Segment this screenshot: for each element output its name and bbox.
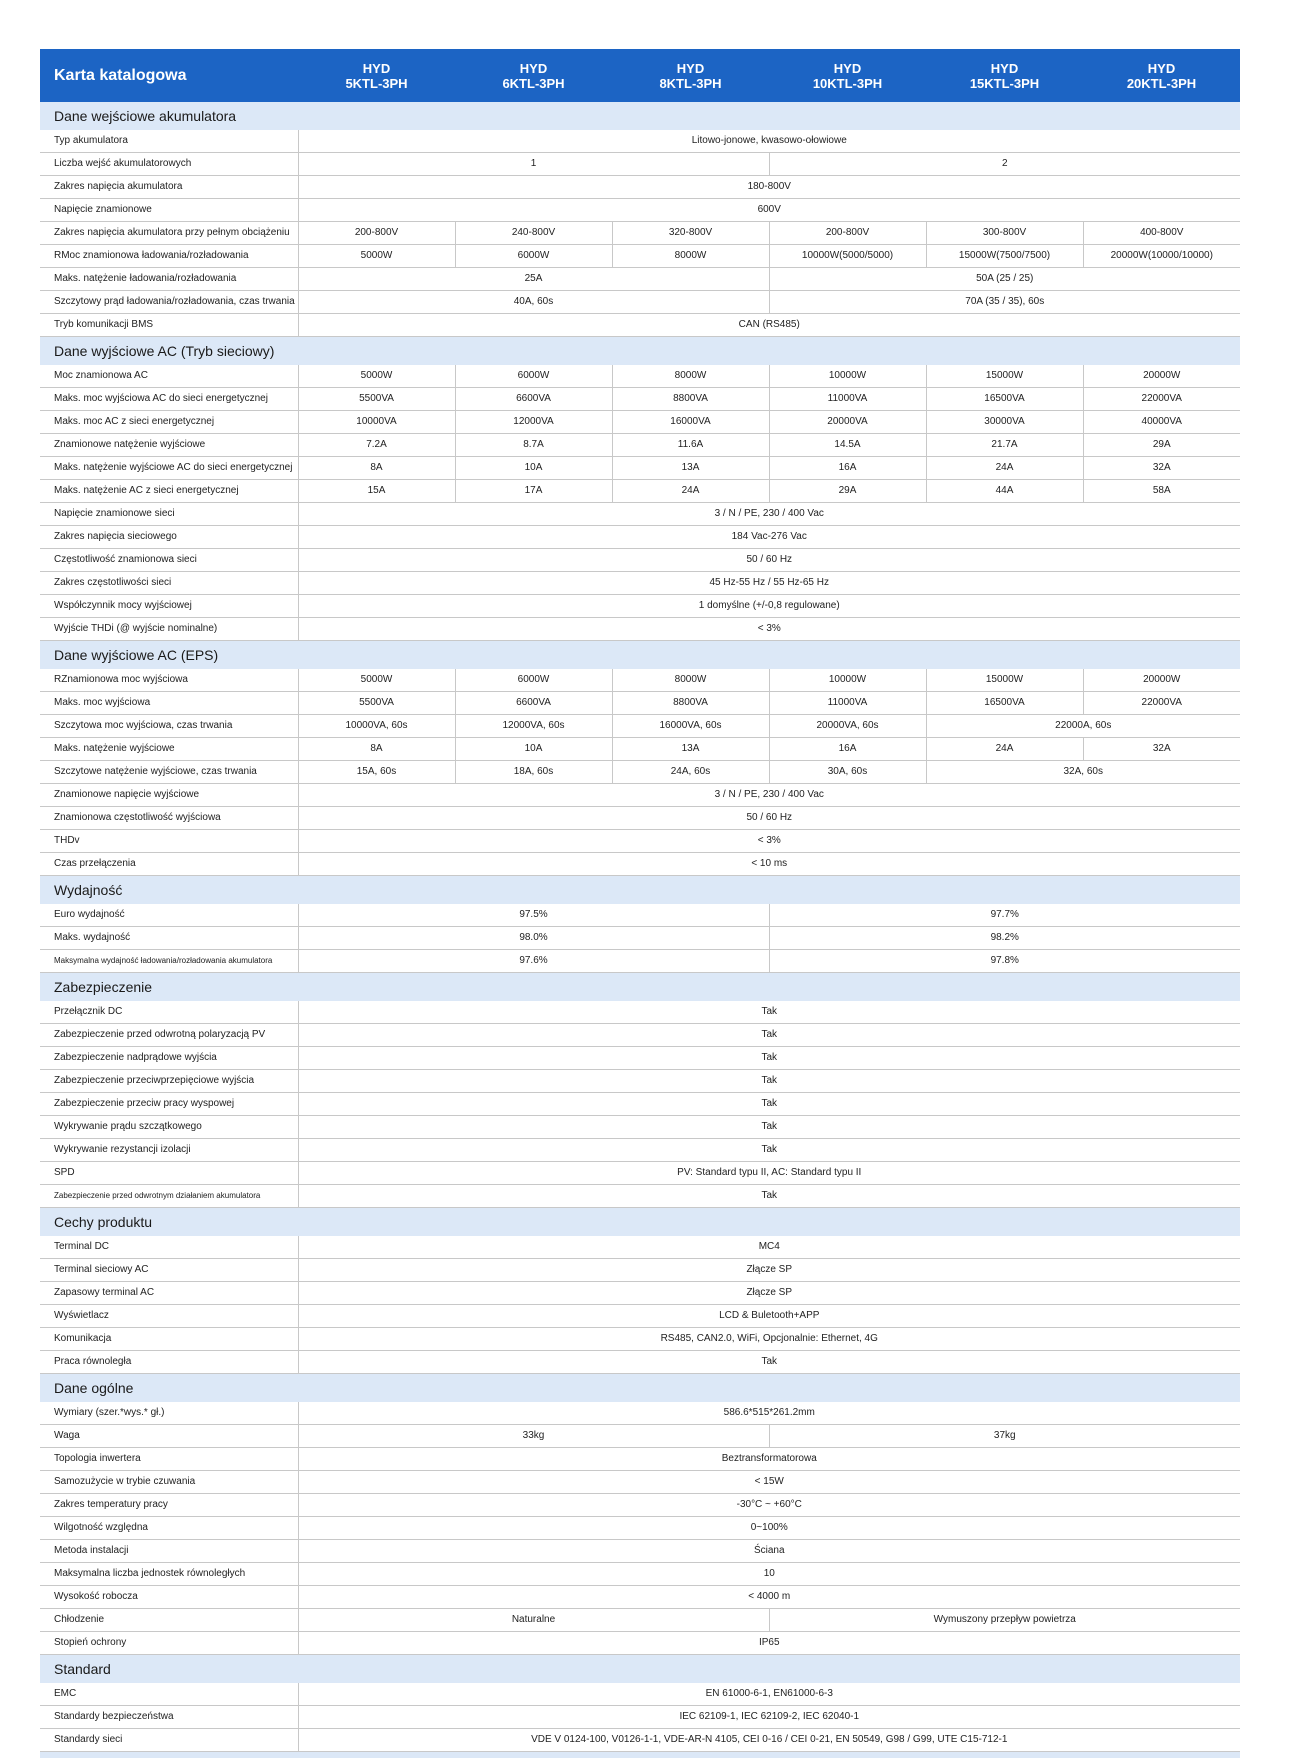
spec-row xyxy=(40,927,1240,950)
model-series: HYD xyxy=(926,61,1083,76)
spec-row xyxy=(40,1116,1240,1139)
spec-row xyxy=(40,692,1240,715)
spec-label: Chłodzenie xyxy=(40,1609,298,1632)
spec-label: Komunikacja xyxy=(40,1328,298,1351)
spec-row xyxy=(40,715,1240,738)
spec-label: Zabezpieczenie przeciw pracy wyspowej xyxy=(40,1093,298,1116)
spec-value: 10000W xyxy=(769,669,926,692)
model-name: 5KTL-3PH xyxy=(298,76,455,91)
spec-value: 22000A, 60s xyxy=(926,715,1240,738)
spec-label: Znamionowa częstotliwość wyjściowa xyxy=(40,807,298,830)
spec-label: Zakres częstotliwości sieci xyxy=(40,572,298,595)
spec-row xyxy=(40,904,1240,927)
spec-value: 10A xyxy=(455,457,612,480)
spec-label: Metoda instalacji xyxy=(40,1540,298,1563)
spec-value: Tak xyxy=(298,1351,1240,1374)
spec-row xyxy=(40,268,1240,291)
spec-value: 16500VA xyxy=(926,388,1083,411)
spec-row xyxy=(40,1494,1240,1517)
spec-value: 600V xyxy=(298,199,1240,222)
spec-row xyxy=(40,738,1240,761)
spec-value: EN 61000-6-1, EN61000-6-3 xyxy=(298,1683,1240,1706)
spec-label: Maksymalna liczba jednostek równoległych xyxy=(40,1563,298,1586)
spec-value: 25A xyxy=(298,268,769,291)
spec-value: 5000W xyxy=(298,245,455,268)
spec-row xyxy=(40,365,1240,388)
spec-value: 98.0% xyxy=(298,927,769,950)
spec-value: 11.6A xyxy=(612,434,769,457)
spec-row xyxy=(40,1328,1240,1351)
spec-value: 37kg xyxy=(769,1425,1240,1448)
spec-row xyxy=(40,1563,1240,1586)
spec-value: 24A xyxy=(926,457,1083,480)
spec-value: 8000W xyxy=(612,245,769,268)
spec-value: 30000VA xyxy=(926,411,1083,434)
spec-value: 11000VA xyxy=(769,388,926,411)
spec-label: Zabezpieczenie przed odwrotnym działaniem akumulatora xyxy=(40,1185,298,1208)
spec-label: RMoc znamionowa ładowania/rozładowania xyxy=(40,245,298,268)
spec-value: 200-800V xyxy=(769,222,926,245)
spec-value: 8A xyxy=(298,738,455,761)
spec-row xyxy=(40,1632,1240,1655)
spec-row xyxy=(40,1540,1240,1563)
spec-row xyxy=(40,1139,1240,1162)
spec-label: Szczytowy prąd ładowania/rozładowania, czas trwania xyxy=(40,291,298,314)
spec-value: 21.7A xyxy=(926,434,1083,457)
spec-value: 586.6*515*261.2mm xyxy=(298,1402,1240,1425)
spec-row xyxy=(40,549,1240,572)
spec-row xyxy=(40,1448,1240,1471)
spec-value: 98.2% xyxy=(769,927,1240,950)
spec-value: 20000VA, 60s xyxy=(769,715,926,738)
spec-label: Znamionowe napięcie wyjściowe xyxy=(40,784,298,807)
spec-label: THDv xyxy=(40,830,298,853)
spec-row xyxy=(40,457,1240,480)
spec-label: Maks. natężenie AC z sieci energetycznej xyxy=(40,480,298,503)
table-footer-band xyxy=(40,1752,1240,1758)
spec-value: < 3% xyxy=(298,830,1240,853)
section-title: Zabezpieczenie xyxy=(40,973,1240,1002)
spec-row xyxy=(40,411,1240,434)
spec-row xyxy=(40,1517,1240,1540)
spec-value: 12000VA, 60s xyxy=(455,715,612,738)
spec-value: Tak xyxy=(298,1139,1240,1162)
spec-value: Beztransformatorowa xyxy=(298,1448,1240,1471)
section-header-row xyxy=(40,1374,1240,1403)
spec-value: < 10 ms xyxy=(298,853,1240,876)
spec-label: Wykrywanie prądu szczątkowego xyxy=(40,1116,298,1139)
spec-label: Zabezpieczenie przed odwrotną polaryzacją PV xyxy=(40,1024,298,1047)
spec-label: Tryb komunikacji BMS xyxy=(40,314,298,337)
spec-value: Wymuszony przepływ powietrza xyxy=(769,1609,1240,1632)
spec-label: Przełącznik DC xyxy=(40,1001,298,1024)
spec-row xyxy=(40,1024,1240,1047)
spec-row xyxy=(40,1001,1240,1024)
spec-value: 5000W xyxy=(298,669,455,692)
spec-value: 10 xyxy=(298,1563,1240,1586)
spec-value: 15000W xyxy=(926,365,1083,388)
spec-value: 6600VA xyxy=(455,388,612,411)
spec-value: 32A, 60s xyxy=(926,761,1240,784)
model-name: 6KTL-3PH xyxy=(455,76,612,91)
spec-row xyxy=(40,807,1240,830)
spec-value: 45 Hz-55 Hz / 55 Hz-65 Hz xyxy=(298,572,1240,595)
spec-value: 16A xyxy=(769,738,926,761)
spec-value: 11000VA xyxy=(769,692,926,715)
spec-row xyxy=(40,222,1240,245)
spec-value: Tak xyxy=(298,1024,1240,1047)
spec-label: Częstotliwość znamionowa sieci xyxy=(40,549,298,572)
spec-label: Terminal DC xyxy=(40,1236,298,1259)
spec-value: 200-800V xyxy=(298,222,455,245)
spec-value: Litowo-jonowe, kwasowo-ołowiowe xyxy=(298,130,1240,153)
spec-row xyxy=(40,314,1240,337)
spec-row xyxy=(40,526,1240,549)
model-series: HYD xyxy=(455,61,612,76)
spec-value: 5500VA xyxy=(298,692,455,715)
spec-value: 30A, 60s xyxy=(769,761,926,784)
spec-value: 97.7% xyxy=(769,904,1240,927)
spec-label: Wyjście THDi (@ wyjście nominalne) xyxy=(40,618,298,641)
model-series: HYD xyxy=(769,61,926,76)
spec-value: RS485, CAN2.0, WiFi, Opcjonalnie: Ethernet, 4G xyxy=(298,1328,1240,1351)
section-header-row xyxy=(40,1208,1240,1237)
spec-row xyxy=(40,669,1240,692)
spec-label: Wykrywanie rezystancji izolacji xyxy=(40,1139,298,1162)
section-title: Dane wejściowe akumulatora xyxy=(40,102,1240,130)
spec-row xyxy=(40,572,1240,595)
spec-row xyxy=(40,1162,1240,1185)
section-title: Standard xyxy=(40,1655,1240,1684)
spec-value: 180-800V xyxy=(298,176,1240,199)
section-title: Dane wyjściowe AC (Tryb sieciowy) xyxy=(40,337,1240,366)
spec-value: 10000W xyxy=(769,365,926,388)
spec-row xyxy=(40,1236,1240,1259)
spec-value: 6000W xyxy=(455,669,612,692)
spec-row xyxy=(40,618,1240,641)
spec-value: 10000VA, 60s xyxy=(298,715,455,738)
spec-value: 58A xyxy=(1083,480,1240,503)
spec-label: Czas przełączenia xyxy=(40,853,298,876)
spec-value: 300-800V xyxy=(926,222,1083,245)
section-title: Dane wyjściowe AC (EPS) xyxy=(40,641,1240,670)
spec-value: Tak xyxy=(298,1047,1240,1070)
spec-label: Wilgotność względna xyxy=(40,1517,298,1540)
spec-row xyxy=(40,199,1240,222)
spec-value: 97.6% xyxy=(298,950,769,973)
spec-row xyxy=(40,480,1240,503)
spec-value: < 4000 m xyxy=(298,1586,1240,1609)
spec-label: SPD xyxy=(40,1162,298,1185)
model-header xyxy=(298,49,455,102)
spec-label: Topologia inwertera xyxy=(40,1448,298,1471)
spec-label: Typ akumulatora xyxy=(40,130,298,153)
section-title: Wydajność xyxy=(40,876,1240,905)
spec-value: 14.5A xyxy=(769,434,926,457)
spec-value: < 3% xyxy=(298,618,1240,641)
spec-value: 24A xyxy=(612,480,769,503)
model-name: 8KTL-3PH xyxy=(612,76,769,91)
spec-row xyxy=(40,1609,1240,1632)
spec-row xyxy=(40,1683,1240,1706)
spec-value: 5500VA xyxy=(298,388,455,411)
spec-value: 7.2A xyxy=(298,434,455,457)
spec-row xyxy=(40,1282,1240,1305)
spec-label: Maks. moc AC z sieci energetycznej xyxy=(40,411,298,434)
spec-label: Szczytowa moc wyjściowa, czas trwania xyxy=(40,715,298,738)
spec-value: Tak xyxy=(298,1070,1240,1093)
spec-value: 0~100% xyxy=(298,1517,1240,1540)
spec-value: MC4 xyxy=(298,1236,1240,1259)
spec-row xyxy=(40,1706,1240,1729)
spec-value: 20000W xyxy=(1083,669,1240,692)
spec-label: Napięcie znamionowe sieci xyxy=(40,503,298,526)
spec-row xyxy=(40,503,1240,526)
spec-label: Zakres napięcia sieciowego xyxy=(40,526,298,549)
spec-label: Maksymalna wydajność ładowania/rozładowania akumulatora xyxy=(40,950,298,973)
spec-value: 20000W xyxy=(1083,365,1240,388)
spec-value: 13A xyxy=(612,457,769,480)
spec-value: 97.8% xyxy=(769,950,1240,973)
spec-value: 6000W xyxy=(455,245,612,268)
spec-value: Złącze SP xyxy=(298,1282,1240,1305)
section-header-row xyxy=(40,641,1240,670)
spec-row xyxy=(40,1259,1240,1282)
model-header xyxy=(455,49,612,102)
section-header-row xyxy=(40,1655,1240,1684)
spec-row xyxy=(40,153,1240,176)
spec-label: Maks. moc wyjściowa AC do sieci energetycznej xyxy=(40,388,298,411)
spec-value: 13A xyxy=(612,738,769,761)
spec-value: < 15W xyxy=(298,1471,1240,1494)
spec-value: 17A xyxy=(455,480,612,503)
model-header xyxy=(1083,49,1240,102)
spec-label: Znamionowe natężenie wyjściowe xyxy=(40,434,298,457)
spec-row xyxy=(40,1586,1240,1609)
spec-value: 8000W xyxy=(612,365,769,388)
section-header-row xyxy=(40,973,1240,1002)
section-header-row xyxy=(40,337,1240,366)
spec-row xyxy=(40,245,1240,268)
spec-value: 15000W xyxy=(926,669,1083,692)
spec-value: 20000W(10000/10000) xyxy=(1083,245,1240,268)
spec-value: Tak xyxy=(298,1116,1240,1139)
spec-value: 50 / 60 Hz xyxy=(298,807,1240,830)
spec-label: Zabezpieczenie nadprądowe wyjścia xyxy=(40,1047,298,1070)
spec-value: 8A xyxy=(298,457,455,480)
spec-row xyxy=(40,1471,1240,1494)
spec-value: 24A, 60s xyxy=(612,761,769,784)
spec-value: 15A, 60s xyxy=(298,761,455,784)
spec-label: Zapasowy terminal AC xyxy=(40,1282,298,1305)
spec-value: 18A, 60s xyxy=(455,761,612,784)
spec-value: 400-800V xyxy=(1083,222,1240,245)
spec-value: LCD & Buletooth+APP xyxy=(298,1305,1240,1328)
spec-value: IP65 xyxy=(298,1632,1240,1655)
model-header xyxy=(769,49,926,102)
section-title: Dane ogólne xyxy=(40,1374,1240,1403)
spec-row xyxy=(40,1402,1240,1425)
spec-value: 40000VA xyxy=(1083,411,1240,434)
spec-value: 1 domyślne (+/-0,8 regulowane) xyxy=(298,595,1240,618)
spec-label: EMC xyxy=(40,1683,298,1706)
footer-band-cell xyxy=(40,1752,1240,1758)
spec-value: CAN (RS485) xyxy=(298,314,1240,337)
spec-value: 10000VA xyxy=(298,411,455,434)
spec-row xyxy=(40,830,1240,853)
spec-label: Zakres temperatury pracy xyxy=(40,1494,298,1517)
datasheet xyxy=(40,49,1240,1758)
model-name: 20KTL-3PH xyxy=(1083,76,1240,91)
model-name: 10KTL-3PH xyxy=(769,76,926,91)
spec-row xyxy=(40,950,1240,973)
spec-row xyxy=(40,176,1240,199)
datasheet-title: Karta katalogowa xyxy=(40,49,298,102)
spec-value: 5000W xyxy=(298,365,455,388)
spec-value: Ściana xyxy=(298,1540,1240,1563)
spec-value: 32A xyxy=(1083,457,1240,480)
spec-label: Wyświetlacz xyxy=(40,1305,298,1328)
spec-row xyxy=(40,1070,1240,1093)
spec-label: Maks. natężenie wyjściowe xyxy=(40,738,298,761)
spec-label: Standardy sieci xyxy=(40,1729,298,1752)
spec-row xyxy=(40,1729,1240,1752)
model-header xyxy=(926,49,1083,102)
model-header xyxy=(612,49,769,102)
spec-label: Maks. moc wyjściowa xyxy=(40,692,298,715)
spec-row xyxy=(40,595,1240,618)
spec-value: 20000VA xyxy=(769,411,926,434)
spec-value: 33kg xyxy=(298,1425,769,1448)
spec-label: Współczynnik mocy wyjściowej xyxy=(40,595,298,618)
spec-value: 320-800V xyxy=(612,222,769,245)
spec-value: 8800VA xyxy=(612,388,769,411)
spec-value: 44A xyxy=(926,480,1083,503)
model-name: 15KTL-3PH xyxy=(926,76,1083,91)
spec-label: Zakres napięcia akumulatora przy pełnym obciążeniu xyxy=(40,222,298,245)
spec-row xyxy=(40,130,1240,153)
spec-value: 29A xyxy=(1083,434,1240,457)
spec-value: 16A xyxy=(769,457,926,480)
spec-label: Praca równoległa xyxy=(40,1351,298,1374)
spec-value: PV: Standard typu II, AC: Standard typu II xyxy=(298,1162,1240,1185)
spec-value: 22000VA xyxy=(1083,388,1240,411)
spec-row xyxy=(40,1093,1240,1116)
spec-value: -30°C ~ +60°C xyxy=(298,1494,1240,1517)
spec-value: 184 Vac-276 Vac xyxy=(298,526,1240,549)
spec-value: 6600VA xyxy=(455,692,612,715)
spec-label: Maks. natężenie ładowania/rozładowania xyxy=(40,268,298,291)
section-header-row xyxy=(40,102,1240,130)
spec-row xyxy=(40,761,1240,784)
spec-body xyxy=(40,102,1240,1758)
model-series: HYD xyxy=(612,61,769,76)
spec-label: Standardy bezpieczeństwa xyxy=(40,1706,298,1729)
spec-value: 24A xyxy=(926,738,1083,761)
spec-value: Tak xyxy=(298,1093,1240,1116)
spec-row xyxy=(40,291,1240,314)
section-title: Cechy produktu xyxy=(40,1208,1240,1237)
spec-row xyxy=(40,784,1240,807)
spec-value: 3 / N / PE, 230 / 400 Vac xyxy=(298,784,1240,807)
spec-value: VDE V 0124-100, V0126-1-1, VDE-AR-N 4105, CEI 0-16 / CEI 0-21, EN 50549, G98 / G99, UTE C15-712-1 xyxy=(298,1729,1240,1752)
section-header-row xyxy=(40,876,1240,905)
spec-value: 2 xyxy=(769,153,1240,176)
spec-label: Euro wydajność xyxy=(40,904,298,927)
spec-value: 12000VA xyxy=(455,411,612,434)
spec-value: 50A (25 / 25) xyxy=(769,268,1240,291)
spec-label: Zakres napięcia akumulatora xyxy=(40,176,298,199)
spec-value: IEC 62109-1, IEC 62109-2, IEC 62040-1 xyxy=(298,1706,1240,1729)
spec-value: 97.5% xyxy=(298,904,769,927)
spec-label: Maks. wydajność xyxy=(40,927,298,950)
spec-value: 16000VA xyxy=(612,411,769,434)
spec-label: Moc znamionowa AC xyxy=(40,365,298,388)
spec-label: Liczba wejść akumulatorowych xyxy=(40,153,298,176)
spec-row xyxy=(40,1351,1240,1374)
spec-value: Tak xyxy=(298,1185,1240,1208)
spec-value: 8.7A xyxy=(455,434,612,457)
spec-value: Złącze SP xyxy=(298,1259,1240,1282)
spec-value: 32A xyxy=(1083,738,1240,761)
spec-label: Samozużycie w trybie czuwania xyxy=(40,1471,298,1494)
spec-value: 16500VA xyxy=(926,692,1083,715)
spec-value: 70A (35 / 35), 60s xyxy=(769,291,1240,314)
header-row xyxy=(40,49,1240,102)
spec-value: 16000VA, 60s xyxy=(612,715,769,738)
spec-label: Wymiary (szer.*wys.* gł.) xyxy=(40,1402,298,1425)
spec-label: RZnamionowa moc wyjściowa xyxy=(40,669,298,692)
spec-row xyxy=(40,1305,1240,1328)
spec-label: Szczytowe natężenie wyjściowe, czas trwania xyxy=(40,761,298,784)
spec-row xyxy=(40,388,1240,411)
spec-value: 50 / 60 Hz xyxy=(298,549,1240,572)
spec-value: 240-800V xyxy=(455,222,612,245)
spec-value: 10000W(5000/5000) xyxy=(769,245,926,268)
spec-label: Maks. natężenie wyjściowe AC do sieci energetycznej xyxy=(40,457,298,480)
spec-row xyxy=(40,434,1240,457)
spec-value: 6000W xyxy=(455,365,612,388)
spec-row xyxy=(40,853,1240,876)
spec-label: Waga xyxy=(40,1425,298,1448)
spec-label: Zabezpieczenie przeciwprzepięciowe wyjścia xyxy=(40,1070,298,1093)
spec-row xyxy=(40,1425,1240,1448)
spec-row xyxy=(40,1185,1240,1208)
spec-value: 15A xyxy=(298,480,455,503)
spec-value: 29A xyxy=(769,480,926,503)
spec-value: 8000W xyxy=(612,669,769,692)
spec-value: 22000VA xyxy=(1083,692,1240,715)
spec-value: 1 xyxy=(298,153,769,176)
spec-label: Napięcie znamionowe xyxy=(40,199,298,222)
spec-value: 40A, 60s xyxy=(298,291,769,314)
spec-value: Tak xyxy=(298,1001,1240,1024)
spec-row xyxy=(40,1047,1240,1070)
spec-value: 10A xyxy=(455,738,612,761)
spec-value: 15000W(7500/7500) xyxy=(926,245,1083,268)
spec-label: Wysokość robocza xyxy=(40,1586,298,1609)
model-series: HYD xyxy=(1083,61,1240,76)
spec-value: Naturalne xyxy=(298,1609,769,1632)
model-series: HYD xyxy=(298,61,455,76)
spec-value: 3 / N / PE, 230 / 400 Vac xyxy=(298,503,1240,526)
spec-label: Stopień ochrony xyxy=(40,1632,298,1655)
spec-table xyxy=(40,49,1240,1758)
spec-label: Terminal sieciowy AC xyxy=(40,1259,298,1282)
spec-value: 8800VA xyxy=(612,692,769,715)
